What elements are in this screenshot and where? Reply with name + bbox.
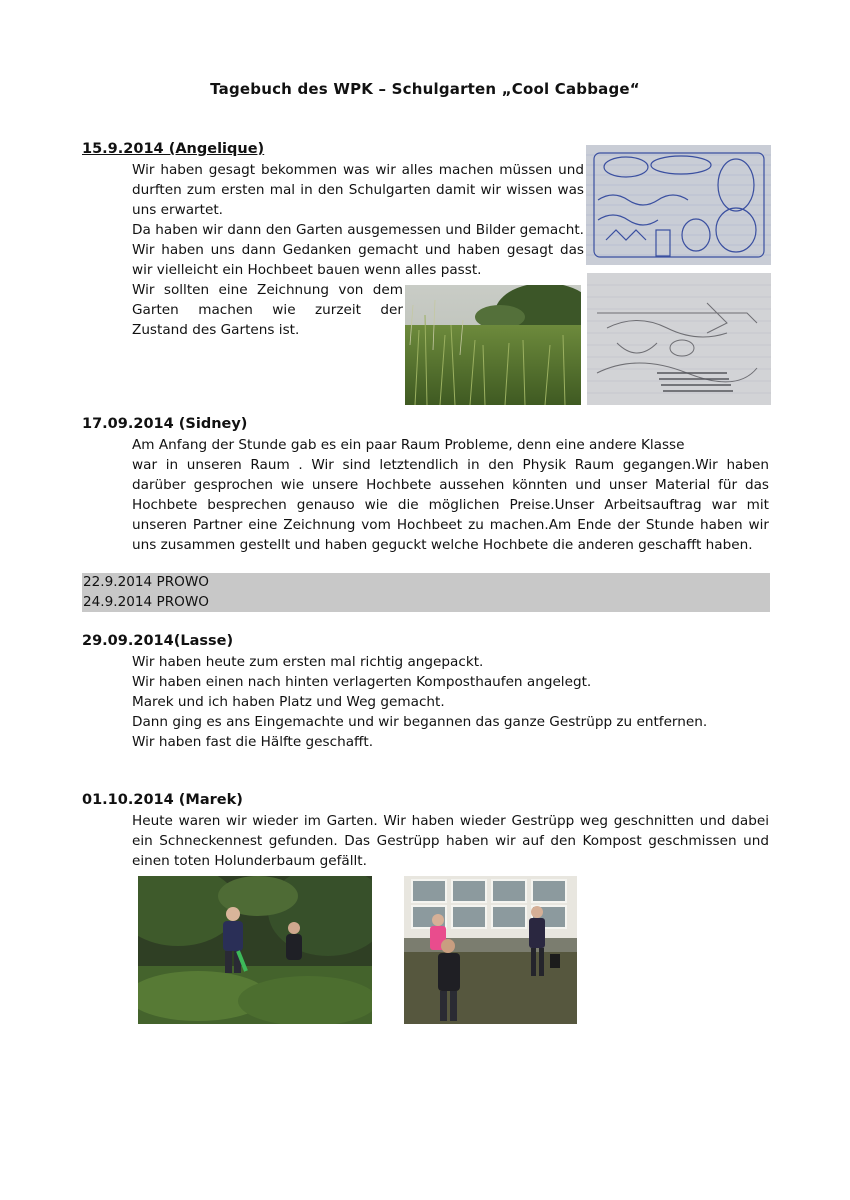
prowo-line: 24.9.2014 PROWO	[83, 593, 209, 610]
entry-line: war in unseren Raum . Wir sind letztendlich in den Physik Raum gegangen.Wir haben	[132, 457, 769, 473]
garden-sketch-photo-1	[586, 145, 771, 265]
entry-line: Wir haben fast die Hälfte geschafft.	[132, 734, 374, 750]
entry-line: Wir sollten eine Zeichnung von dem	[132, 282, 403, 298]
entry-line: unseren Partner eine Zeichnung vom Hochbeet zu machen.Am Ende der Stunde haben wir	[132, 517, 769, 533]
garden-sketch-photo-2	[587, 273, 771, 405]
entry-text-sidney	[132, 435, 769, 555]
entry-line: durften zum ersten mal in den Schulgarten damit wir wissen was	[132, 182, 584, 198]
entry-line: einen toten Holunderbaum gefällt.	[132, 853, 367, 869]
prowo-band	[82, 573, 770, 612]
entry-line: wir vielleicht ein Hochbeet bauen wenn alles passt.	[132, 262, 482, 278]
students-garden-photo-2	[404, 876, 577, 1024]
entry-heading-sidney: 17.09.2014 (Sidney)	[82, 416, 248, 432]
entry-text-lasse	[132, 652, 769, 752]
entry-line: Wir haben heute zum ersten mal richtig angepackt.	[132, 654, 484, 670]
entry-line: Hochbete besprechen genauso wie die möglichen Preise.Unser Arbeitsauftrag war mit	[132, 497, 769, 513]
students-garden-photo-1	[138, 876, 372, 1024]
entry-line: Am Anfang der Stunde gab es ein paar Raum Probleme, denn eine andere Klasse	[132, 437, 685, 453]
entry-line: Garten machen wie zurzeit der	[132, 302, 403, 318]
entry-heading-angelique: 15.9.2014 (Angelique)	[82, 141, 265, 157]
entry-heading-marek: 01.10.2014 (Marek)	[82, 792, 243, 808]
entry-line: Wir haben einen nach hinten verlagerten Komposthaufen angelegt.	[132, 674, 592, 690]
entry-line: Da haben wir dann den Garten ausgemessen und Bilder gemacht.	[132, 222, 584, 238]
entry-line: Heute waren wir wieder im Garten. Wir haben wieder Gestrüpp weg geschnitten und dabei	[132, 813, 769, 829]
entry-line: Wir haben gesagt bekommen was wir alles machen müssen und	[132, 162, 584, 178]
entry-line: Dann ging es ans Eingemachte und wir begannen das ganze Gestrüpp zu entfernen.	[132, 714, 708, 730]
entry-line: darüber gesprochen wie unsere Hochbete aussehen könnten und unser Material für das	[132, 477, 769, 493]
entry-line: ein Schneckennest gefunden. Das Gestrüpp haben wir auf den Kompost geschmissen und	[132, 833, 769, 849]
entry-line: uns erwartet.	[132, 202, 223, 218]
document-title: Tagebuch des WPK – Schulgarten „Cool Cabbage“	[210, 80, 640, 98]
entry-heading-lasse: 29.09.2014(Lasse)	[82, 633, 234, 649]
entry-text-marek	[132, 811, 769, 871]
prowo-line: 22.9.2014 PROWO	[83, 574, 209, 590]
garden-overgrown-photo	[405, 285, 581, 405]
entry-line: Wir haben uns dann Gedanken gemacht und haben gesagt das	[132, 242, 584, 258]
entry-line: Zustand des Gartens ist.	[132, 322, 300, 338]
entry-line: Marek und ich haben Platz und Weg gemacht.	[132, 694, 445, 710]
entry-line: uns zusammen gestellt und haben geguckt welche Hochbete die anderen geschafft haben.	[132, 537, 753, 553]
